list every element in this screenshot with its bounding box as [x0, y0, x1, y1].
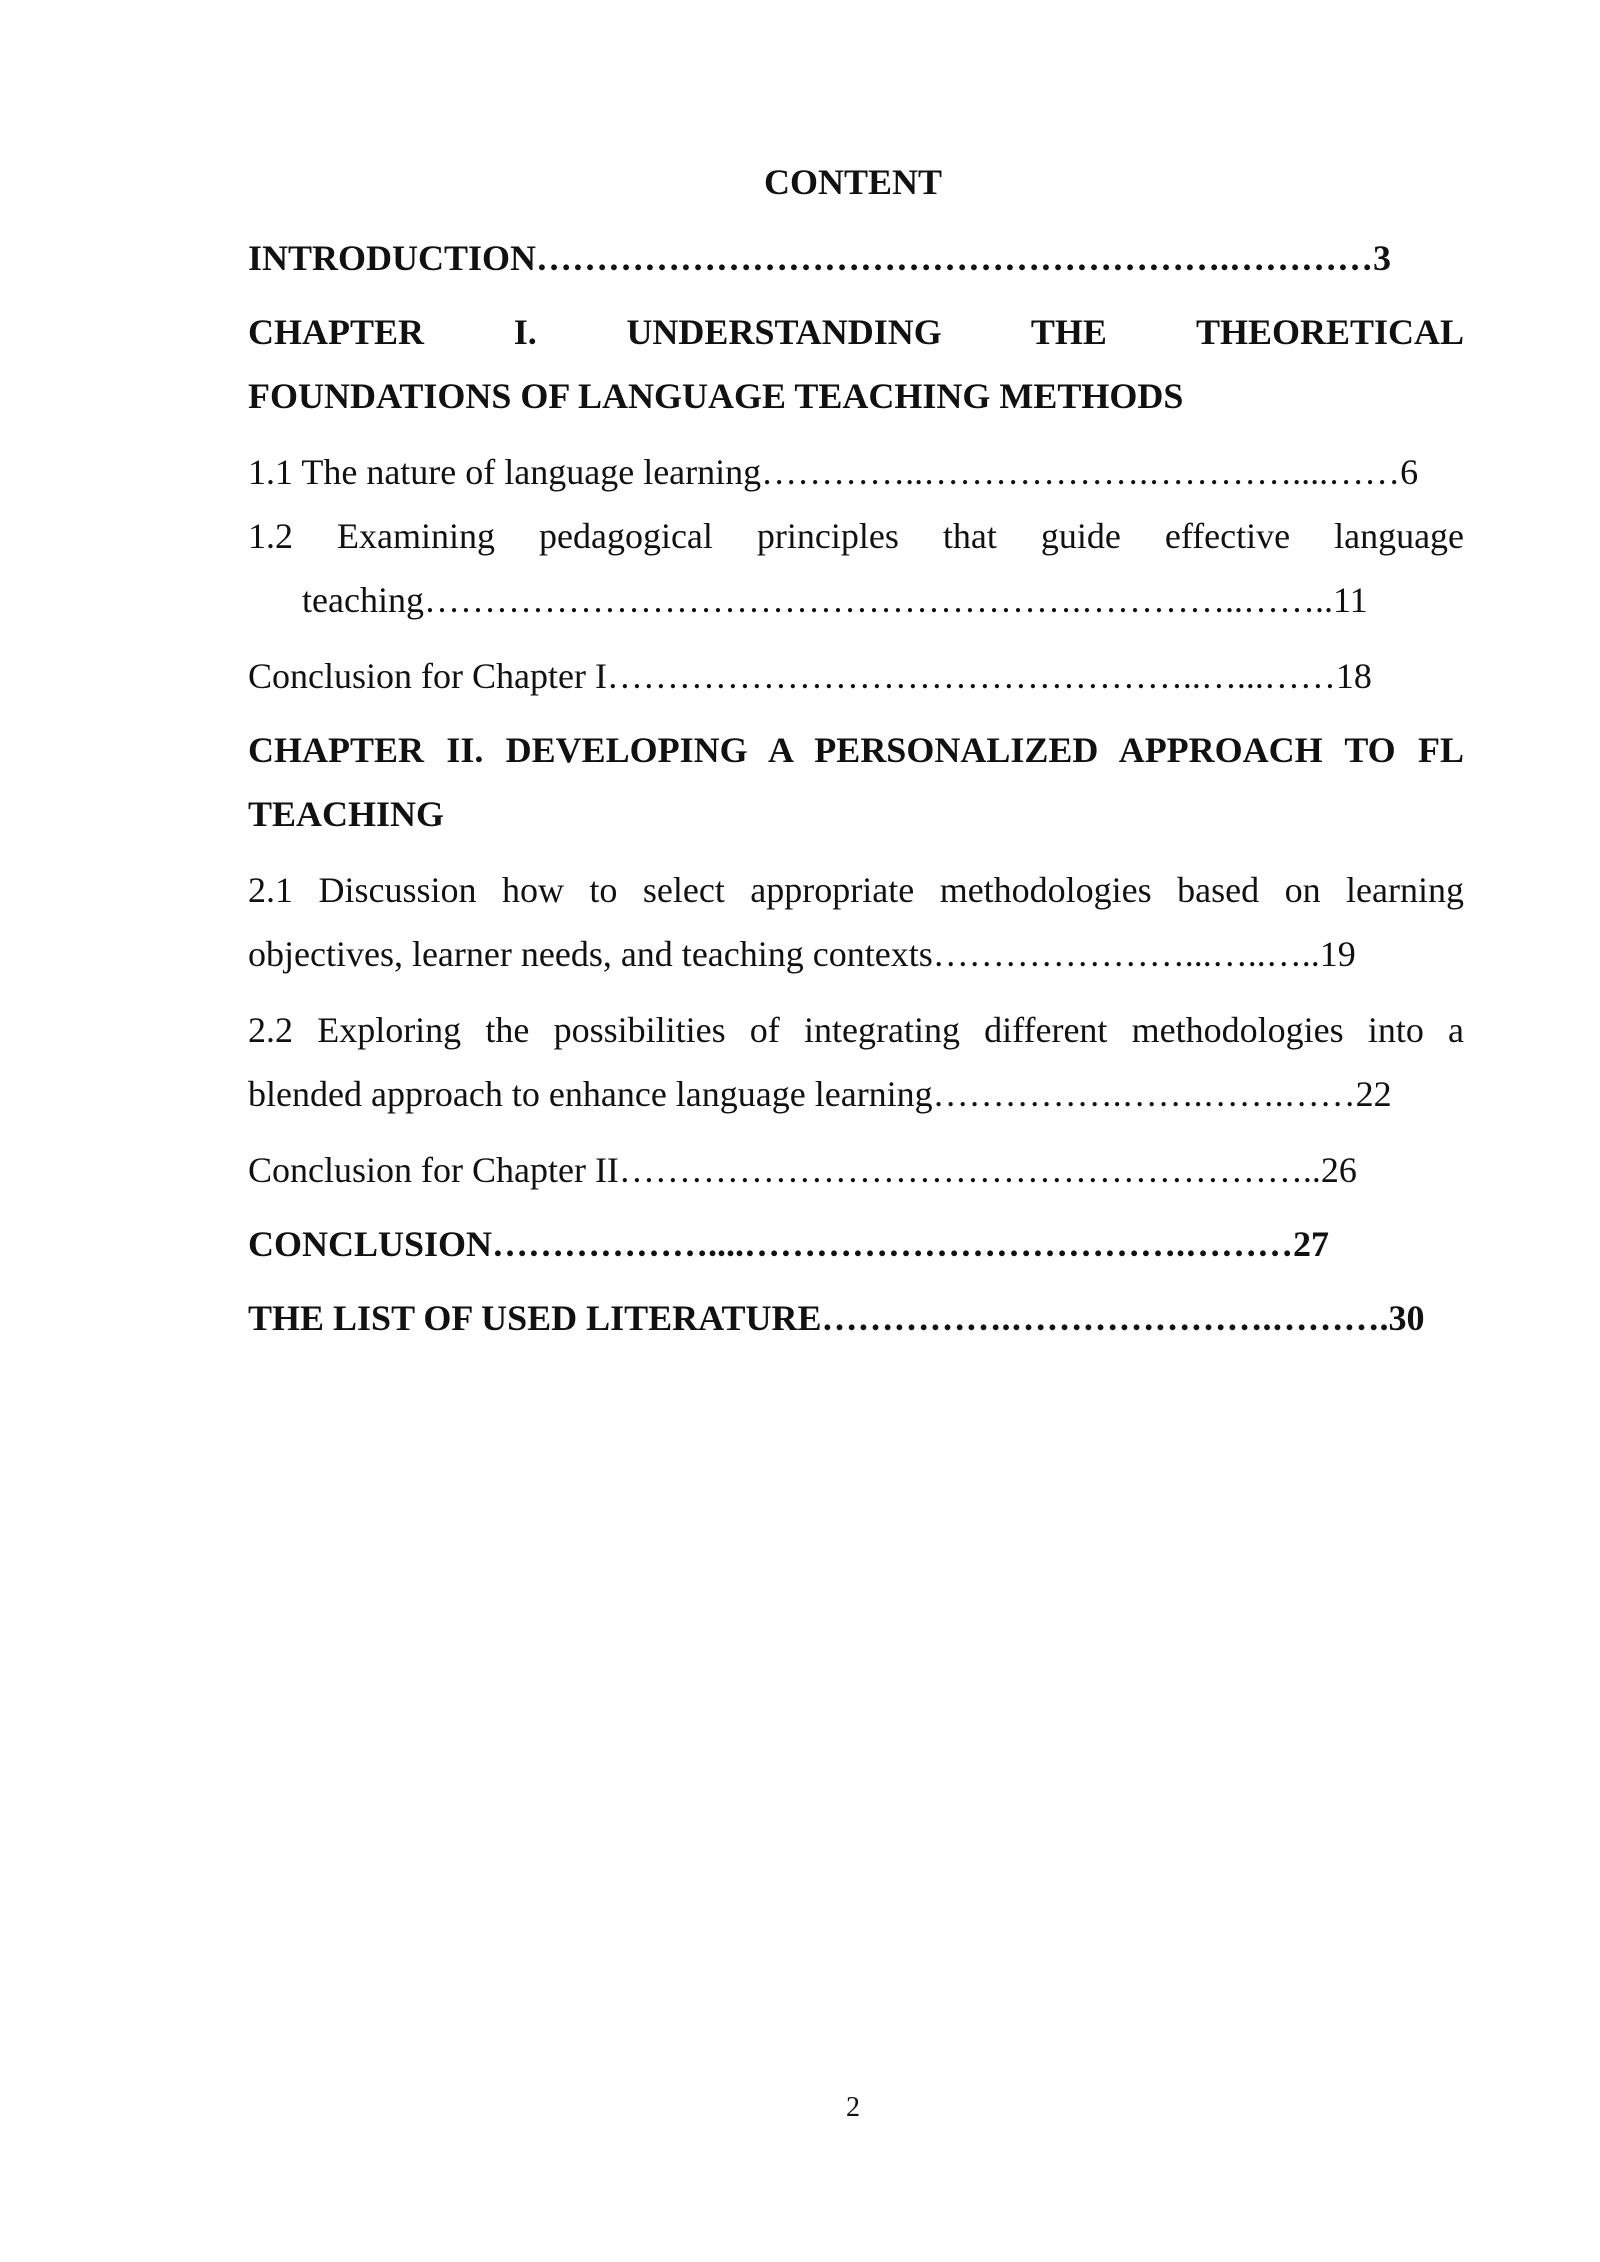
toc-chapter2-line2: TEACHING [248, 794, 445, 834]
toc-section-1-2-word: pedagogical [538, 516, 713, 556]
toc-chapter1-word: THE [1030, 312, 1107, 352]
toc-chapter1-word: UNDERSTANDING [626, 312, 942, 352]
toc-chapter1-line1 [248, 300, 1464, 364]
page-title: CONTENT [763, 162, 943, 202]
toc-section-2-1-line2: objectives, learner needs, and teaching contexts…………………...…..…..19 [248, 934, 1356, 974]
toc-introduction: INTRODUCTION………………………………………………….…………3 [248, 238, 1392, 278]
toc-section-1-2-word: principles [756, 516, 899, 556]
toc-chapter1-line2: FOUNDATIONS OF LANGUAGE TEACHING METHODS [248, 376, 1184, 416]
toc-section-1-2-line1 [248, 504, 1464, 568]
toc-section-1-2-word: language [1334, 516, 1465, 556]
toc-conclusion-chapter2: Conclusion for Chapter II…………………………………………………..26 [248, 1150, 1357, 1190]
toc-chapter1-word: I. [513, 312, 537, 352]
toc-section-2-2-line1: 2.2 Exploring the possibilities of integrating different methodologies into a [248, 1010, 1464, 1050]
toc-literature: THE LIST OF USED LITERATURE…………….………………….……….30 [248, 1298, 1425, 1338]
toc-section-2-1-line1: 2.1 Discussion how to select appropriate methodologies based on learning [248, 870, 1464, 910]
toc-section-1-2-word: that [942, 516, 997, 556]
toc-section-1-2-word: 1.2 Examining [248, 516, 495, 556]
toc-conclusion-chapter1: Conclusion for Chapter I…………………………………………..…...……18 [248, 656, 1372, 696]
toc-section-2-2-line2: blended approach to enhance language learning…………….…….…….……22 [248, 1074, 1392, 1114]
toc-section-1-2-line2: teaching……………………………………………….…………..……..11 [302, 580, 1368, 620]
toc-section-1-2-word: effective [1164, 516, 1291, 556]
toc-chapter1-word: CHAPTER [248, 312, 425, 352]
toc-conclusion: CONCLUSION………………....……………………………….………27 [248, 1224, 1330, 1264]
toc-section-1-2-word: guide [1040, 516, 1121, 556]
toc-section-1-1: 1.1 The nature of language learning…………..……………….…………....……6 [248, 452, 1419, 492]
toc-chapter2-line1: CHAPTER II. DEVELOPING A PERSONALIZED APPROACH TO FL [248, 730, 1464, 770]
page-number: 2 [846, 2092, 860, 2123]
toc-chapter1-word: THEORETICAL [1195, 312, 1465, 352]
